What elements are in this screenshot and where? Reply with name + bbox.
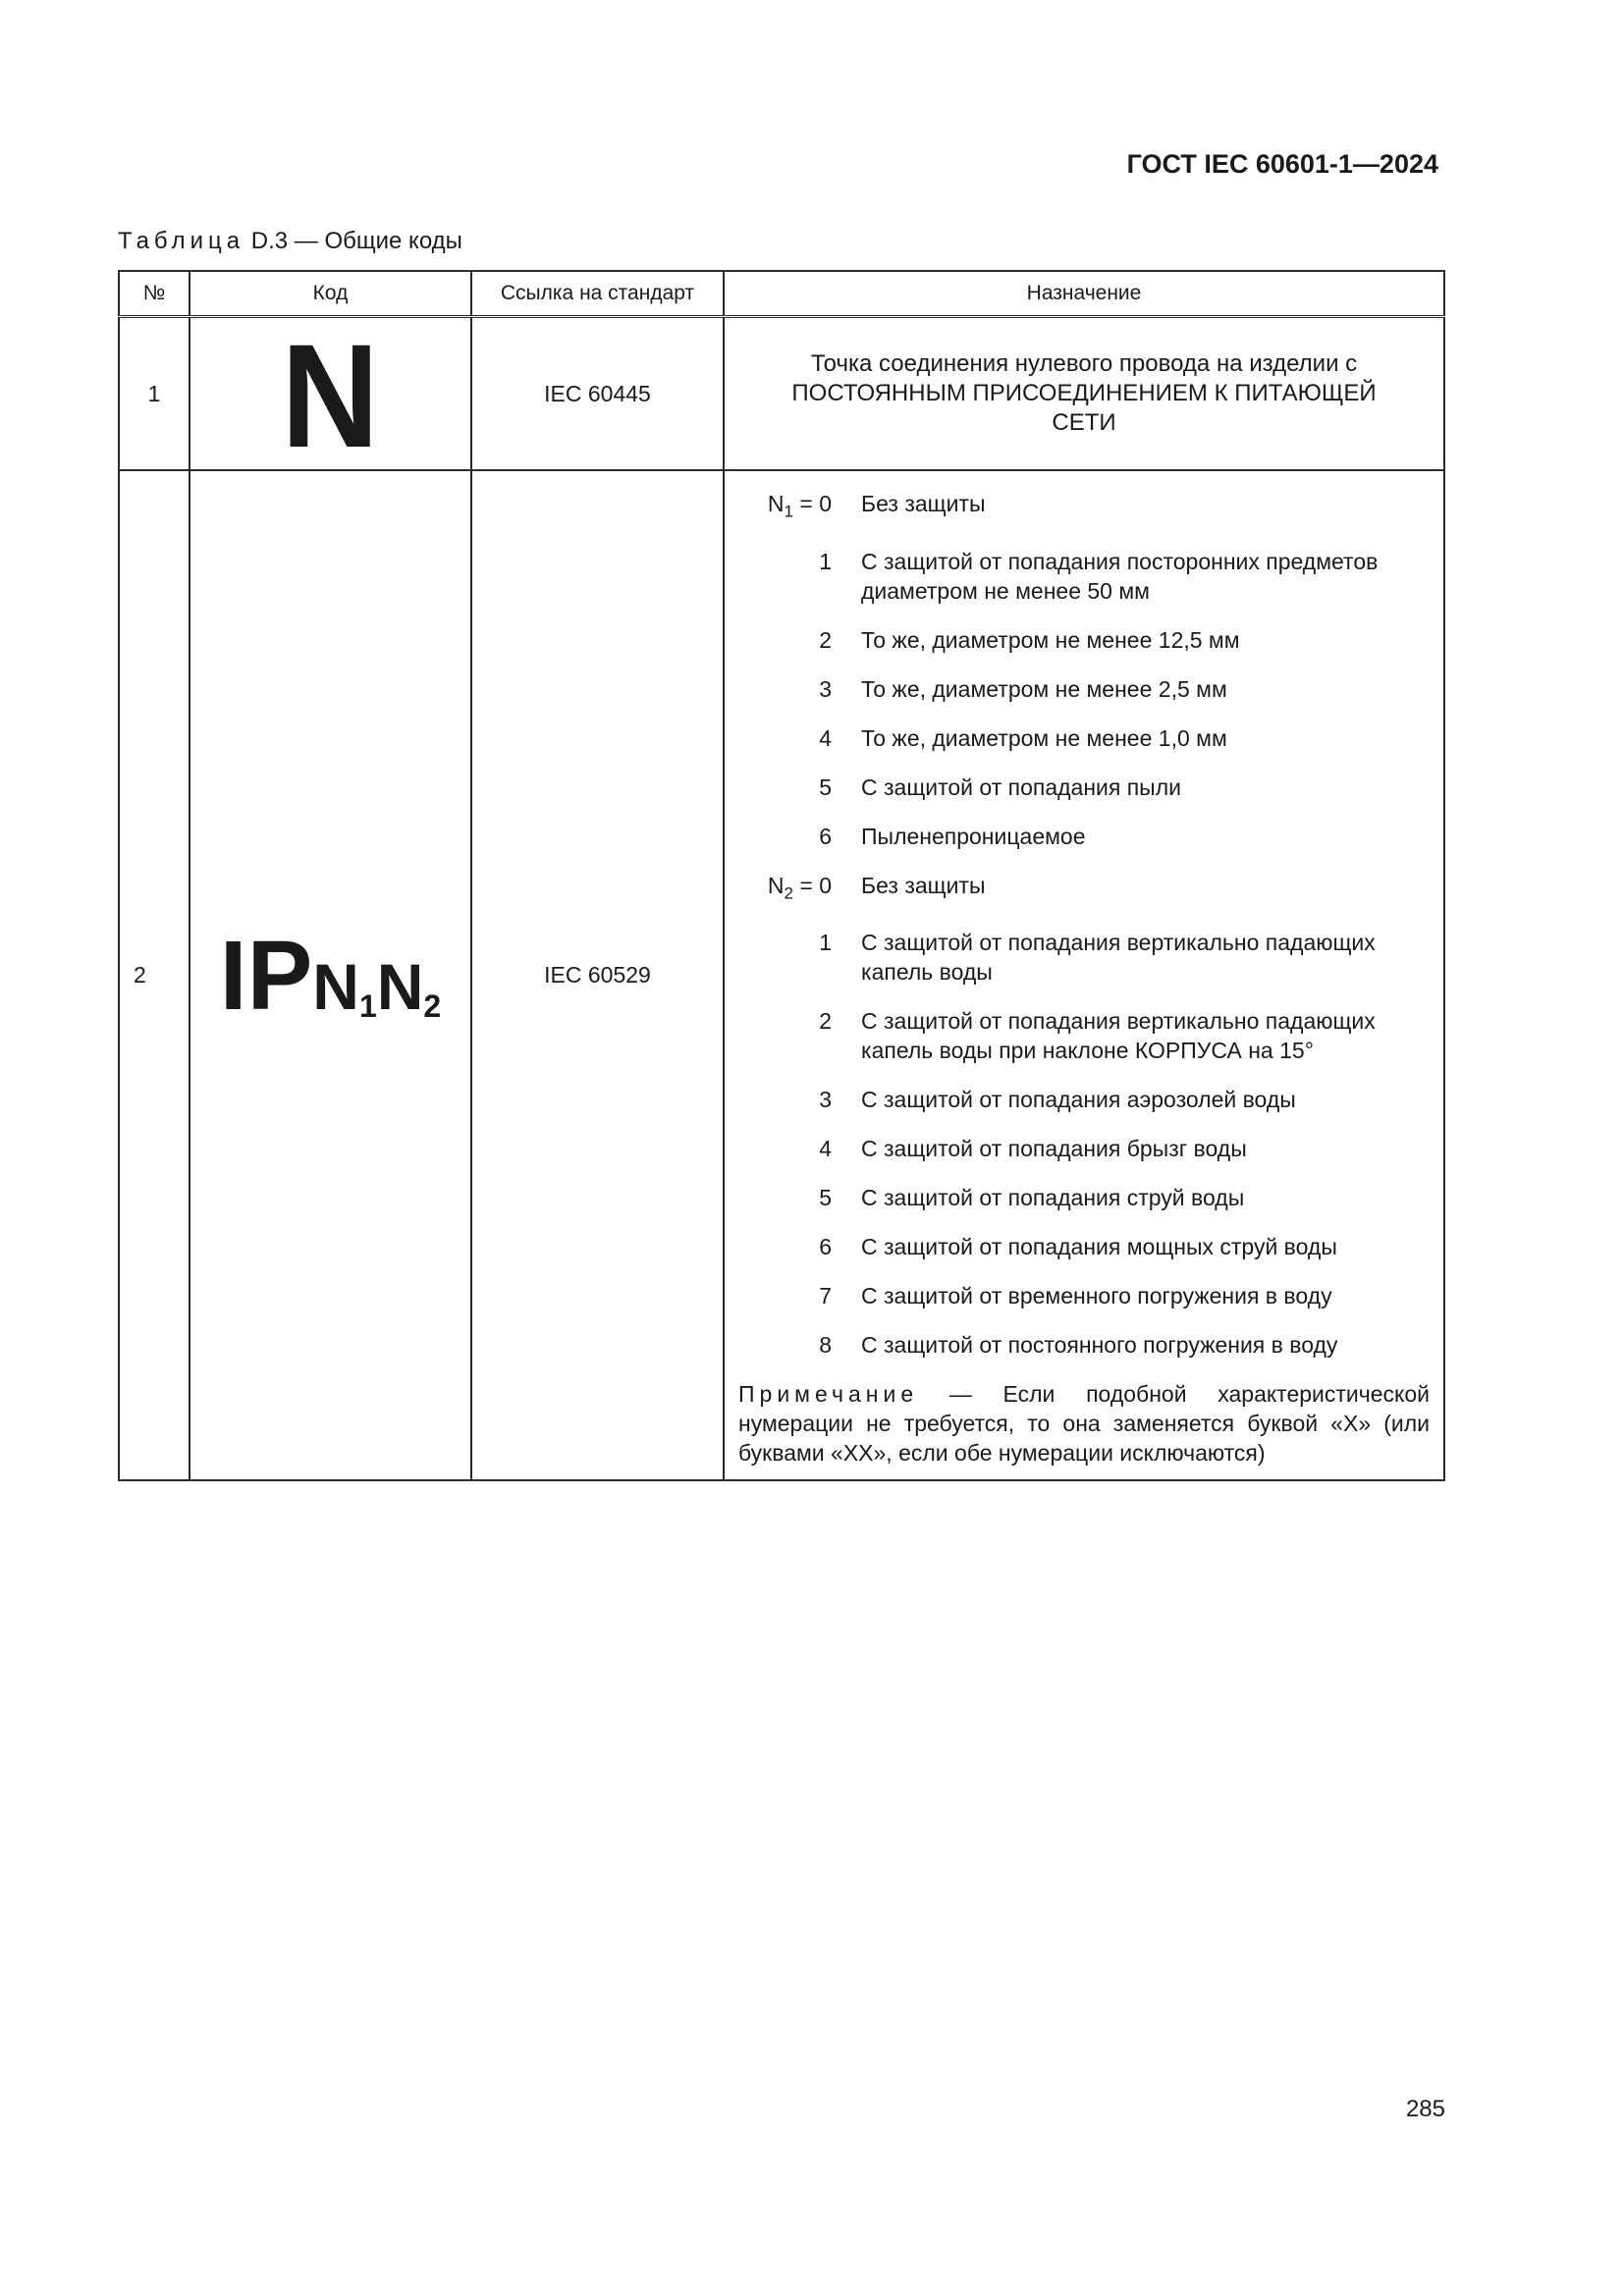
list-item-text: То же, диаметром не менее 12,5 мм xyxy=(861,626,1240,653)
col-header-purpose: Назначение xyxy=(724,271,1444,317)
list-item xyxy=(738,871,1430,909)
list-item xyxy=(738,1006,1430,1065)
table-row xyxy=(119,470,1444,1480)
ip-n1-letter: N xyxy=(312,949,359,1023)
list-item-digit: 3 xyxy=(819,675,832,702)
row-number: 1 xyxy=(119,317,189,471)
list-item-digit: 1 xyxy=(819,930,832,956)
list-item xyxy=(738,1281,1430,1310)
list-item-digit: 4 xyxy=(819,1136,832,1162)
list-item xyxy=(738,489,1430,527)
col-header-number: № xyxy=(119,271,189,317)
list-item-text: С защитой от попадания вертикально падающих капель воды xyxy=(861,930,1376,986)
list-item xyxy=(738,625,1430,655)
caption-text: D.3 — Общие коды xyxy=(250,228,462,254)
list-item-digit: 5 xyxy=(819,1185,832,1211)
note-text: — Если подобной характеристической нумерации не требуется, то она заменяется буквой «X» (или буквами «XX», если обе нумерации исключаются) xyxy=(738,1381,1431,1467)
ip-n1-sub: 1 xyxy=(358,988,377,1024)
list-item-digit: 5 xyxy=(819,774,832,800)
list-item xyxy=(738,547,1430,606)
list-item-digit: 2 xyxy=(819,626,832,653)
list-item xyxy=(738,674,1430,704)
code-symbol-cell xyxy=(189,313,471,478)
page-number: 285 xyxy=(1405,2096,1445,2122)
note-label: Примечание xyxy=(738,1381,919,1408)
list-item-text: То же, диаметром не менее 1,0 мм xyxy=(861,724,1227,751)
purpose-text: Точка соединения нулевого провода на изделии с ПОСТОЯННЫМ ПРИСОЕДИНЕНИЕМ К ПИТАЮЩЕЙ СЕТИ xyxy=(724,317,1444,471)
list-item xyxy=(738,822,1430,851)
caption-label: Таблица xyxy=(118,228,245,254)
list-item-digit: 1 xyxy=(819,548,832,574)
list-item-text: То же, диаметром не менее 2,5 мм xyxy=(861,675,1227,702)
list-item-digit: 4 xyxy=(819,724,832,751)
ip-code-symbol xyxy=(220,921,441,1031)
list-item-text: С защитой от попадания мощных струй воды xyxy=(861,1234,1337,1260)
list-item-text: С защитой от попадания вертикально падающих капель воды при наклоне КОРПУСА на 15° xyxy=(861,1008,1376,1064)
col-header-code: Код xyxy=(189,271,471,317)
standard-reference: IEC 60445 xyxy=(471,317,724,471)
code-symbol-cell xyxy=(189,470,471,1480)
list-item-text: Без защиты xyxy=(861,491,986,516)
list-item-digit: 2 xyxy=(819,1008,832,1035)
table-caption xyxy=(118,228,462,255)
col-header-reference: Ссылка на стандарт xyxy=(471,271,724,317)
list-item-digit: 6 xyxy=(819,1234,832,1260)
ip-n2-sub: 2 xyxy=(423,988,442,1024)
table-note xyxy=(738,1379,1430,1468)
list-item-text: С защитой от попадания пыли xyxy=(861,774,1181,800)
list-item-text: С защитой от попадания брызг воды xyxy=(861,1136,1247,1162)
purpose-list-cell xyxy=(724,470,1444,1480)
list-item-text: Без защиты xyxy=(861,872,986,898)
n2-label: $N_2 = 0$ xyxy=(767,872,832,903)
list-item-digit: 7 xyxy=(819,1283,832,1309)
list-item-digit: 6 xyxy=(819,823,832,849)
list-item-digit: 8 xyxy=(819,1332,832,1359)
list-item-text: С защитой от постоянного погружения в воду xyxy=(861,1332,1338,1359)
list-item-text: С защитой от попадания аэрозолей воды xyxy=(861,1087,1296,1113)
list-item xyxy=(738,1085,1430,1114)
list-item-text: Пыленепроницаемое xyxy=(861,823,1086,849)
list-item xyxy=(738,1183,1430,1212)
list-item xyxy=(738,1232,1430,1261)
list-item xyxy=(738,1134,1430,1163)
table-header-row xyxy=(119,271,1444,317)
list-item xyxy=(738,1330,1430,1360)
table-row xyxy=(119,317,1444,471)
neutral-symbol: N xyxy=(281,313,380,478)
standard-reference: IEC 60529 xyxy=(471,470,724,1480)
row-number: 2 xyxy=(119,470,189,1480)
codes-table xyxy=(118,270,1445,1481)
list-item-text: С защитой от временного погружения в воду xyxy=(861,1283,1332,1309)
document-id-header: ГОСТ IEC 60601-1—2024 xyxy=(1126,149,1438,179)
list-item-text: С защитой от попадания посторонних предметов диаметром не менее 50 мм xyxy=(861,548,1379,604)
list-item-digit: 3 xyxy=(819,1087,832,1113)
list-item xyxy=(738,723,1430,753)
n1-label: $N_1 = 0$ xyxy=(767,491,832,521)
ip-letters: IP xyxy=(219,920,313,1031)
list-item-text: С защитой от попадания струй воды xyxy=(861,1185,1245,1211)
list-item xyxy=(738,773,1430,802)
ip-n2-letter: N xyxy=(376,949,424,1023)
list-item xyxy=(738,928,1430,987)
